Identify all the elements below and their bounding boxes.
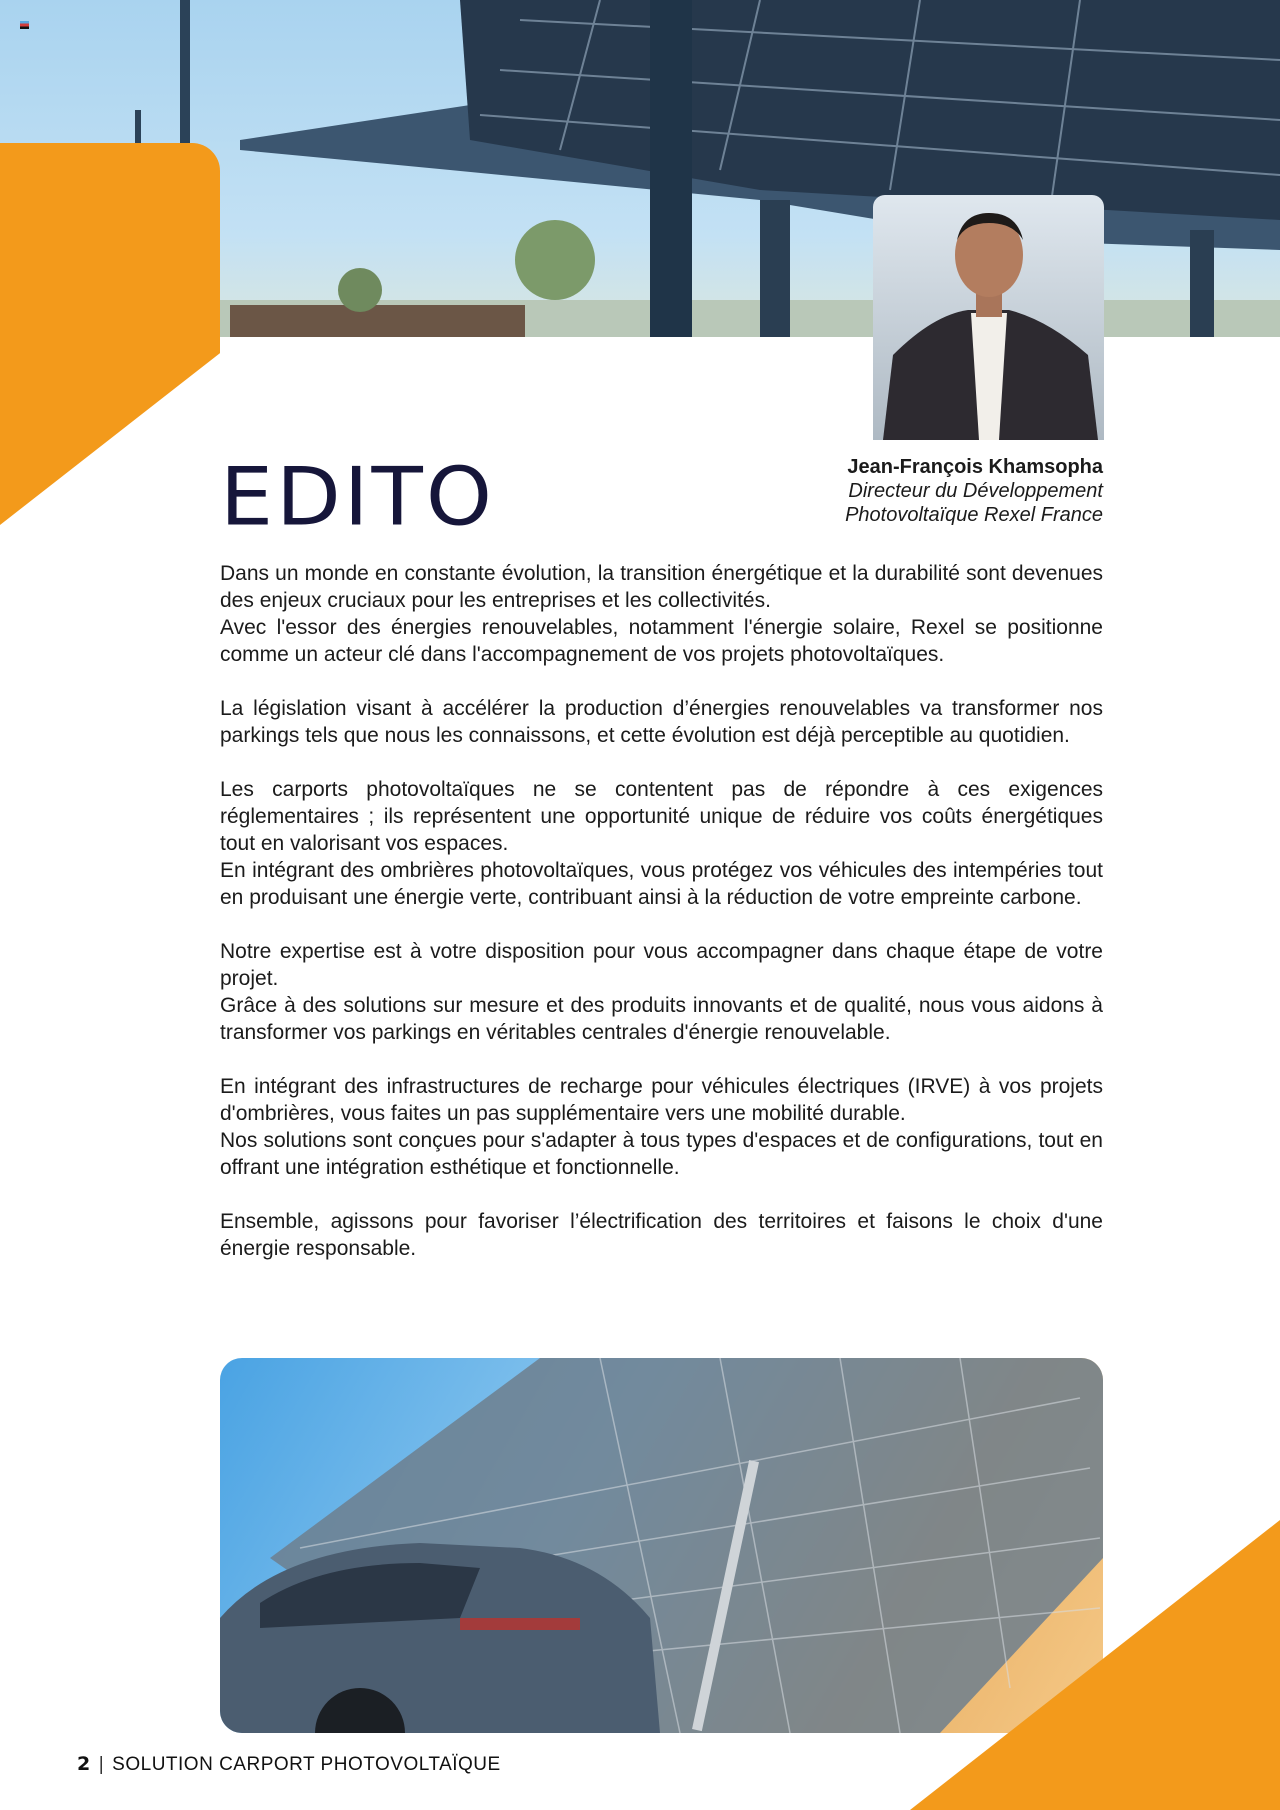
sentence: En intégrant des infrastructures de recharge pour véhicules électriques (IRVE) à vos projets d'ombrières, vous faites un pas supplémentaire vers une mobilité durable.: [220, 1075, 1103, 1125]
editorial-body: [220, 560, 1103, 1289]
sentence: En intégrant des ombrières photovoltaïques, vous protégez vos véhicules des intempéries tout en produisant une énergie verte, contribuant ainsi à la réduction de votre empreinte carbone.: [220, 859, 1103, 909]
paragraph: [220, 1073, 1103, 1181]
page-number: 2: [77, 1753, 91, 1775]
page-footer: [77, 1753, 501, 1776]
author-portrait: [873, 195, 1104, 440]
footer-separator: |: [98, 1754, 105, 1775]
author-name: Jean-François Khamsopha: [847, 456, 1103, 478]
orange-accent-shape: [0, 143, 220, 525]
carport-car-photo: [220, 1358, 1103, 1733]
author-role-line1: Directeur du Développement: [848, 480, 1103, 502]
footer-label: SOLUTION CARPORT PHOTOVOLTAÏQUE: [112, 1754, 501, 1775]
paragraph: [220, 1208, 1103, 1262]
flag-icon: [20, 21, 29, 29]
paragraph: [220, 695, 1103, 749]
sentence: Grâce à des solutions sur mesure et des produits innovants et de qualité, nous vous aidons à transformer vos parkings en véritables centrales d'énergie renouvelable.: [220, 994, 1103, 1044]
sentence: Ensemble, agissons pour favoriser l’électrification des territoires et faisons le choix d'une énergie responsable.: [220, 1210, 1103, 1260]
page-title: EDITO: [220, 450, 495, 544]
author-role-line2: Photovoltaïque Rexel France: [845, 504, 1103, 526]
carport-car-illustration: [220, 1358, 1103, 1733]
sentence: Notre expertise est à votre disposition pour vous accompagner dans chaque étape de votre projet.: [220, 940, 1103, 990]
paragraph: [220, 938, 1103, 1046]
sentence: Avec l'essor des énergies renouvelables, notamment l'énergie solaire, Rexel se positionne comme un acteur clé dans l'accompagnement de vos projets photovoltaïques.: [220, 616, 1103, 666]
paragraph: [220, 560, 1103, 668]
sentence: Dans un monde en constante évolution, la transition énergétique et la durabilité sont devenues des enjeux cruciaux pour les entreprises et les collectivités.: [220, 562, 1103, 612]
author-signature: [845, 455, 1103, 527]
sentence: La législation visant à accélérer la production d’énergies renouvelables va transformer nos parkings tels que nous les connaissons, et cette évolution est déjà perceptible au quotidien.: [220, 697, 1103, 747]
paragraph: [220, 776, 1103, 911]
sentence: Les carports photovoltaïques ne se contentent pas de répondre à ces exigences réglementaires ; ils représentent une opportunité unique de réduire vos coûts énergétiques tout en valorisant vos espaces.: [220, 778, 1103, 855]
sentence: Nos solutions sont conçues pour s'adapter à tous types d'espaces et de configurations, tout en offrant une intégration esthétique et fonctionnelle.: [220, 1129, 1103, 1179]
person-illustration: [873, 195, 1104, 440]
